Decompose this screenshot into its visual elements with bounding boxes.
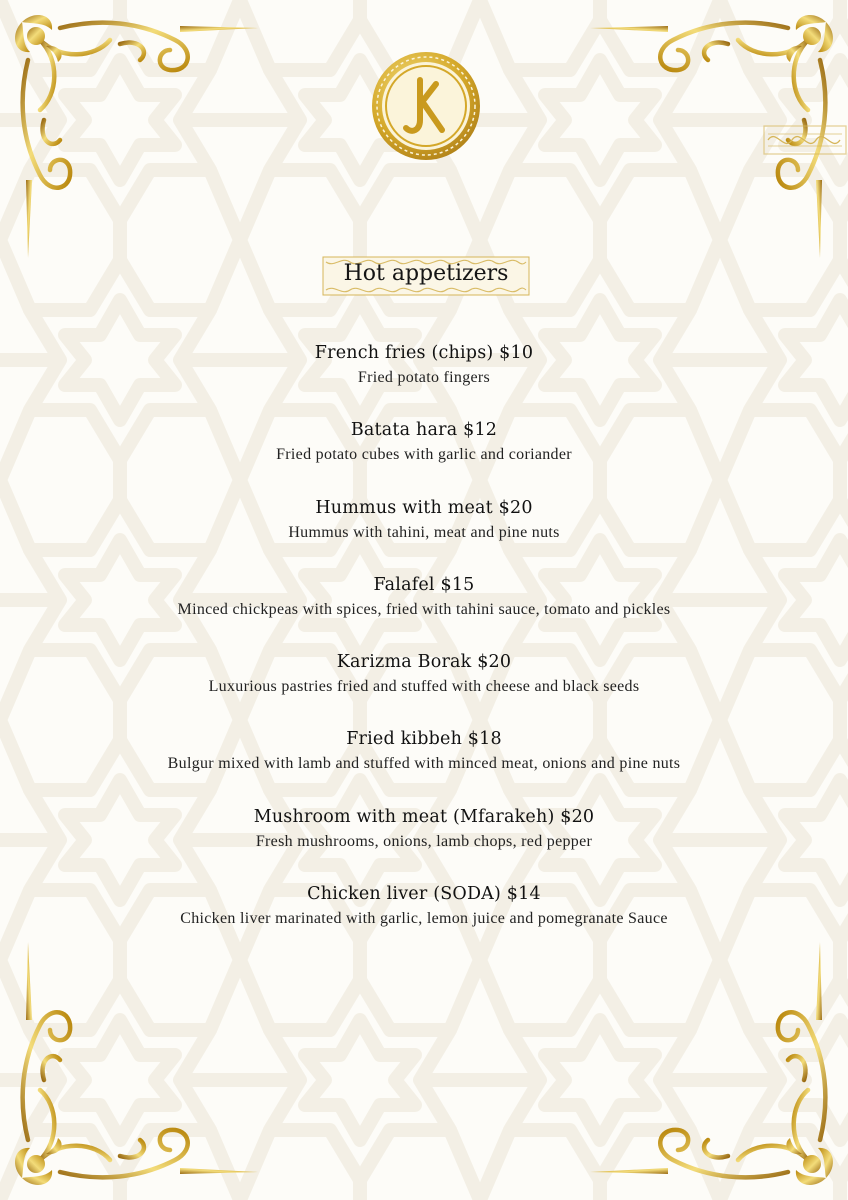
menu-item-description: Fried potato fingers (357, 369, 491, 386)
menu-item-description: Minced chickpeas with spices, fried with tahini sauce, tomato and pickles (177, 600, 671, 618)
menu-item-description: Fried potato cubes with garlic and coriander (276, 446, 572, 464)
corner-flourish-icon (588, 940, 848, 1200)
corner-flourish-icon (0, 0, 260, 260)
menu-item-name: Fried kibbeh $18 (346, 729, 502, 750)
lace-ornament-icon (762, 120, 848, 160)
menu-item-name: Karizma Borak $20 (336, 652, 512, 673)
menu-item (0, 338, 848, 415)
section-title-plaque (322, 256, 530, 296)
menu-item-name: Falafel $15 (373, 574, 475, 595)
menu-item-description: Fresh mushrooms, onions, lamb chops, red pepper (255, 832, 593, 850)
menu-item (0, 879, 848, 956)
menu-item (0, 415, 848, 492)
menu-item-name: Batata hara $12 (350, 420, 498, 441)
menu-item-name: Mushroom with meat (Mfarakeh) $20 (253, 806, 595, 827)
menu-item-name: French fries (chips) $10 (314, 343, 534, 363)
menu-item-description: Hummus with tahini, meat and pine nuts (288, 523, 560, 541)
menu-item-description: Chicken liver marinated with garlic, lemon juice and pomegranate Sauce (180, 910, 668, 928)
menu-item (0, 493, 848, 570)
menu-item-description: Bulgur mixed with lamb and stuffed with minced meat, onions and pine nuts (167, 755, 681, 773)
corner-flourish-icon (0, 940, 260, 1200)
menu-item-name: Hummus with meat $20 (315, 497, 533, 518)
menu-item (0, 724, 848, 801)
menu-item (0, 647, 848, 724)
section-title: Hot appetizers (343, 261, 509, 286)
menu-item-name: Chicken liver (SODA) $14 (307, 884, 541, 905)
menu-item (0, 570, 848, 647)
menu-list (0, 338, 848, 956)
restaurant-logo (370, 50, 482, 162)
menu-item-description: Luxurious pastries fried and stuffed with cheese and black seeds (208, 678, 640, 696)
menu-item (0, 802, 848, 879)
